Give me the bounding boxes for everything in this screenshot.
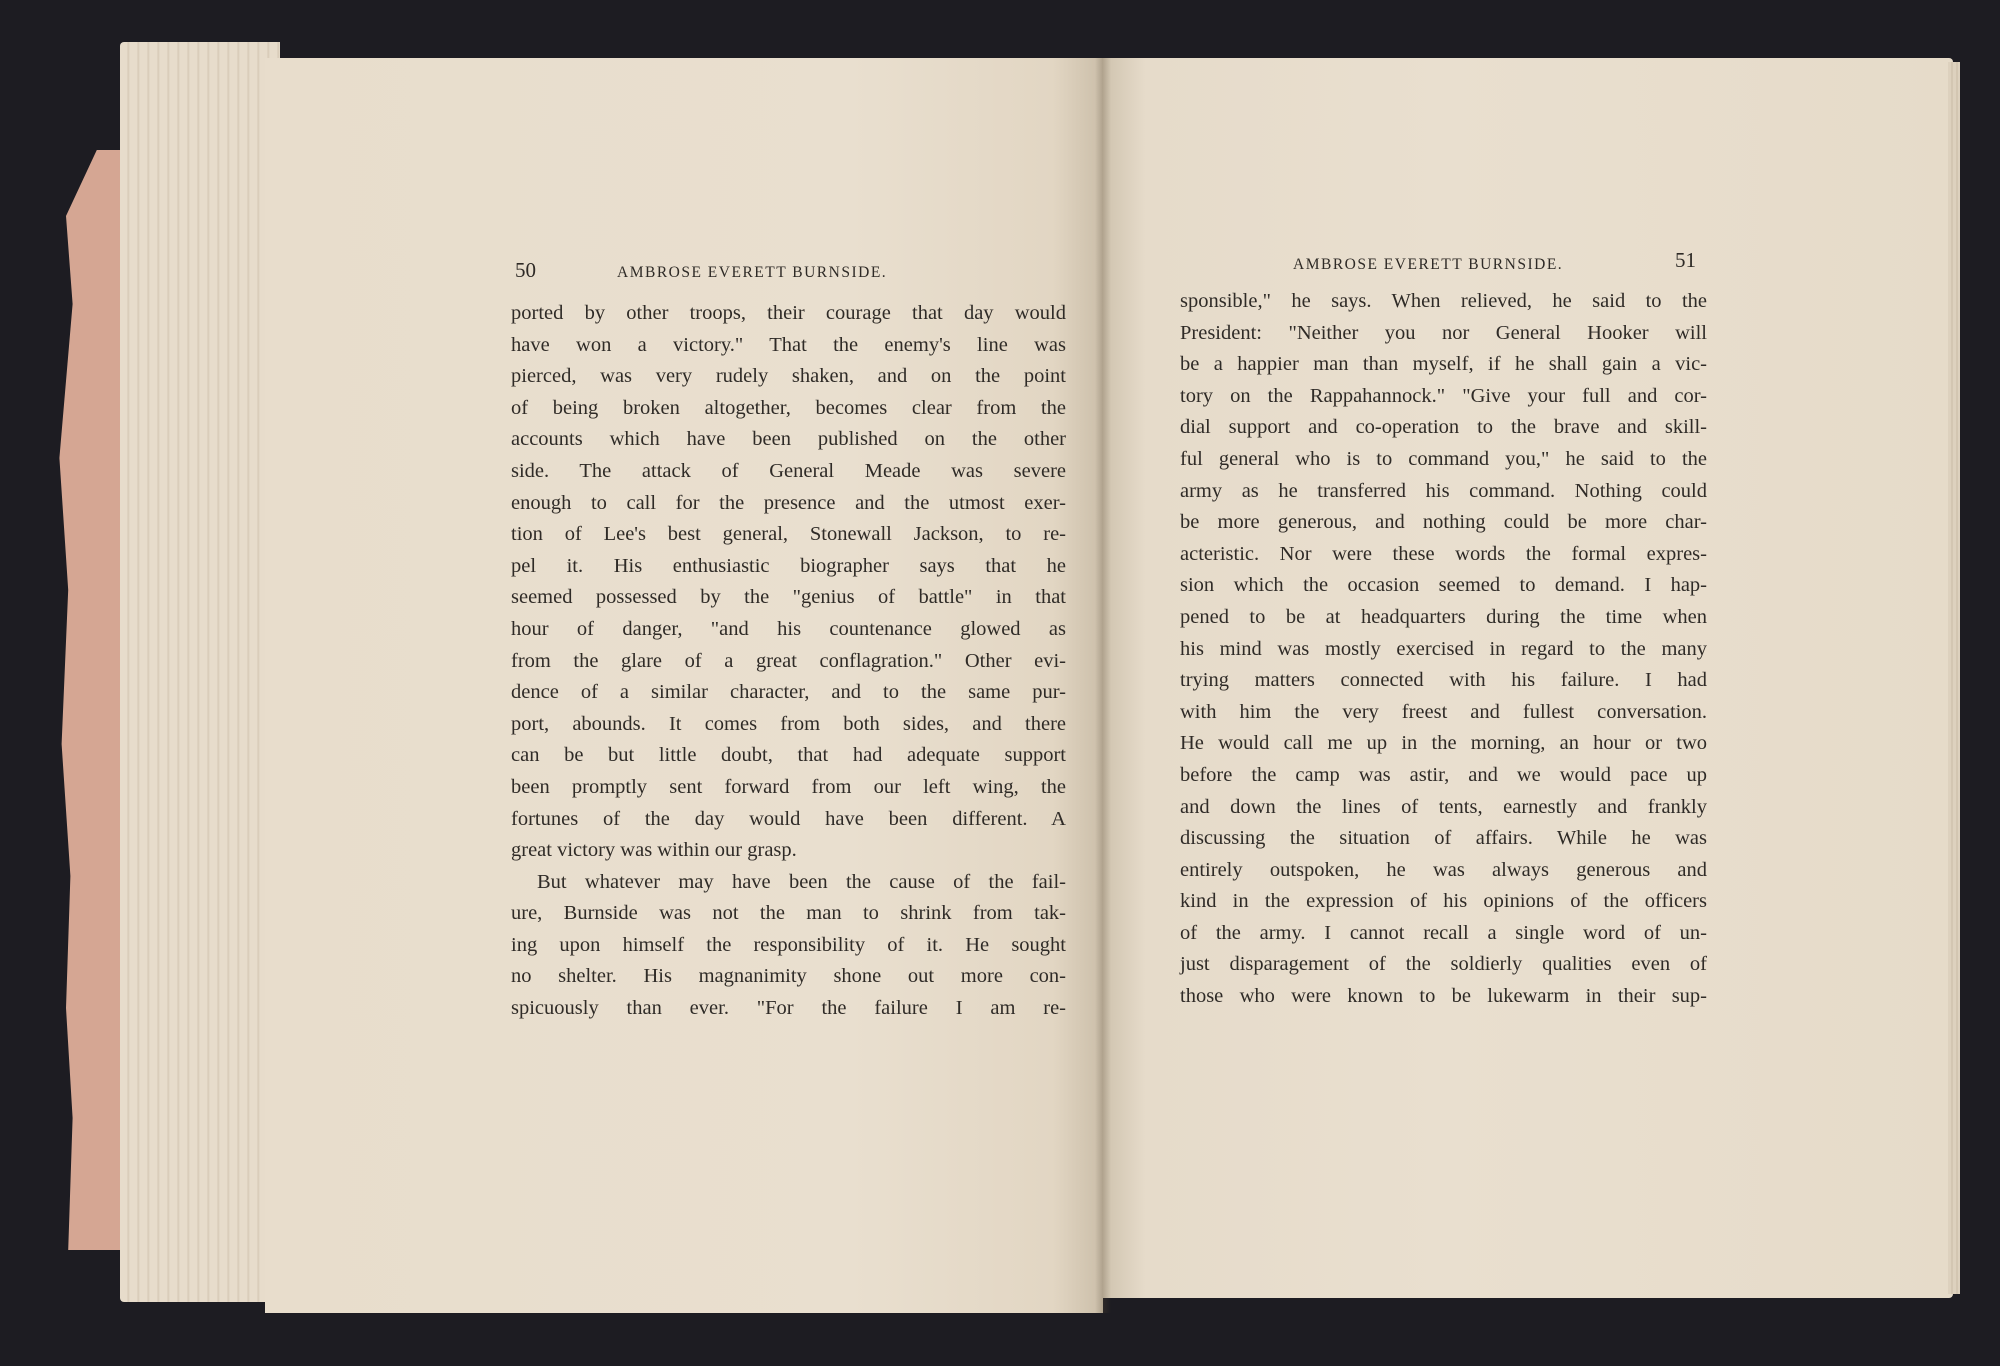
text-line: sion which the occasion seemed to demand. I hap- [1180, 574, 1707, 597]
text-line: great victory was within our grasp. [511, 839, 797, 862]
text-line: pierced, was very rudely shaken, and on the point [511, 365, 1066, 388]
text-line: discussing the situation of affairs. While he was [1180, 827, 1707, 850]
text-line: army as he transferred his command. Nothing could [1180, 479, 1707, 502]
text-line: be a happier man than myself, if he shall gain a vic- [1180, 353, 1707, 376]
text-line: ing upon himself the responsibility of it. He sought [511, 933, 1066, 956]
page-stack-left [120, 42, 280, 1302]
text-line: of being broken altogether, becomes clear from the [511, 396, 1066, 419]
text-line: ful general who is to command you," he said to the [1180, 447, 1707, 470]
page-number-left: 50 [515, 258, 536, 282]
text-line: He would call me up in the morning, an hour or two [1180, 732, 1707, 755]
text-line: those who were known to be lukewarm in their sup- [1180, 985, 1707, 1008]
running-head-left: AMBROSE EVERETT BURNSIDE. [617, 264, 888, 281]
text-line: and down the lines of tents, earnestly and frankly [1180, 795, 1707, 818]
text-line: acteristic. Nor were these words the formal expres- [1180, 542, 1707, 565]
text-line: But whatever may have been the cause of the fail- [537, 870, 1066, 893]
text-line: seemed possessed by the "genius of battle" in that [511, 586, 1066, 609]
text-line: tory on the Rappahannock." "Give your full and cor- [1180, 384, 1707, 407]
text-line: dence of a similar character, and to the same pur- [511, 681, 1066, 704]
text-line: been promptly sent forward from our left wing, the [511, 775, 1066, 798]
text-line: dial support and co-operation to the brave and skill- [1180, 416, 1707, 439]
book-gutter [1095, 58, 1111, 1313]
text-line: from the glare of a great conflagration." Other evi- [511, 649, 1066, 672]
text-line: sponsible," he says. When relieved, he said to the [1180, 290, 1707, 312]
text-line: be more generous, and nothing could be more char- [1180, 511, 1707, 534]
text-line: pel it. His enthusiastic biographer says that he [511, 554, 1066, 577]
running-head-right: AMBROSE EVERETT BURNSIDE. [1293, 256, 1564, 273]
left-page [265, 58, 1103, 1313]
text-line: accounts which have been published on the other [511, 428, 1066, 451]
text-line: entirely outspoken, he was always generous and [1180, 858, 1707, 881]
text-line: tion of Lee's best general, Stonewall Jackson, to re- [511, 523, 1066, 546]
text-line: side. The attack of General Meade was severe [511, 459, 1066, 482]
text-line: of the army. I cannot recall a single word of un- [1180, 921, 1707, 944]
text-line: his mind was mostly exercised in regard to the many [1180, 637, 1707, 660]
text-line: pened to be at headquarters during the time when [1180, 605, 1707, 628]
text-line: no shelter. His magnanimity shone out more con- [511, 965, 1066, 988]
text-line: fortunes of the day would have been different. A [511, 807, 1066, 830]
text-line: port, abounds. It comes from both sides, and there [511, 712, 1066, 735]
text-line: with him the very freest and fullest conversation. [1180, 700, 1707, 723]
right-page [1103, 58, 1953, 1298]
text-line: before the camp was astir, and we would pace up [1180, 763, 1707, 786]
text-line: kind in the expression of his opinions of the officers [1180, 890, 1707, 913]
text-line: ported by other troops, their courage that day would [511, 302, 1066, 324]
left-page-text [511, 298, 1066, 1025]
text-line: President: "Neither you nor General Hooker will [1180, 321, 1707, 344]
text-line: can be but little doubt, that had adequate support [511, 744, 1066, 767]
text-line: just disparagement of the soldierly qualities even of [1180, 953, 1707, 976]
text-line: hour of danger, "and his countenance glowed as [511, 617, 1066, 640]
text-line: enough to call for the presence and the utmost exer- [511, 491, 1066, 514]
page-number-right: 51 [1675, 248, 1696, 272]
right-page-text [1180, 286, 1707, 1013]
text-line: spicuously than ever. "For the failure I am re- [511, 997, 1066, 1020]
text-line: trying matters connected with his failure. I had [1180, 669, 1707, 692]
text-line: have won a victory." That the enemy's line was [511, 333, 1066, 356]
page-edges-right [1948, 62, 1960, 1294]
text-line: ure, Burnside was not the man to shrink from tak- [511, 902, 1066, 925]
